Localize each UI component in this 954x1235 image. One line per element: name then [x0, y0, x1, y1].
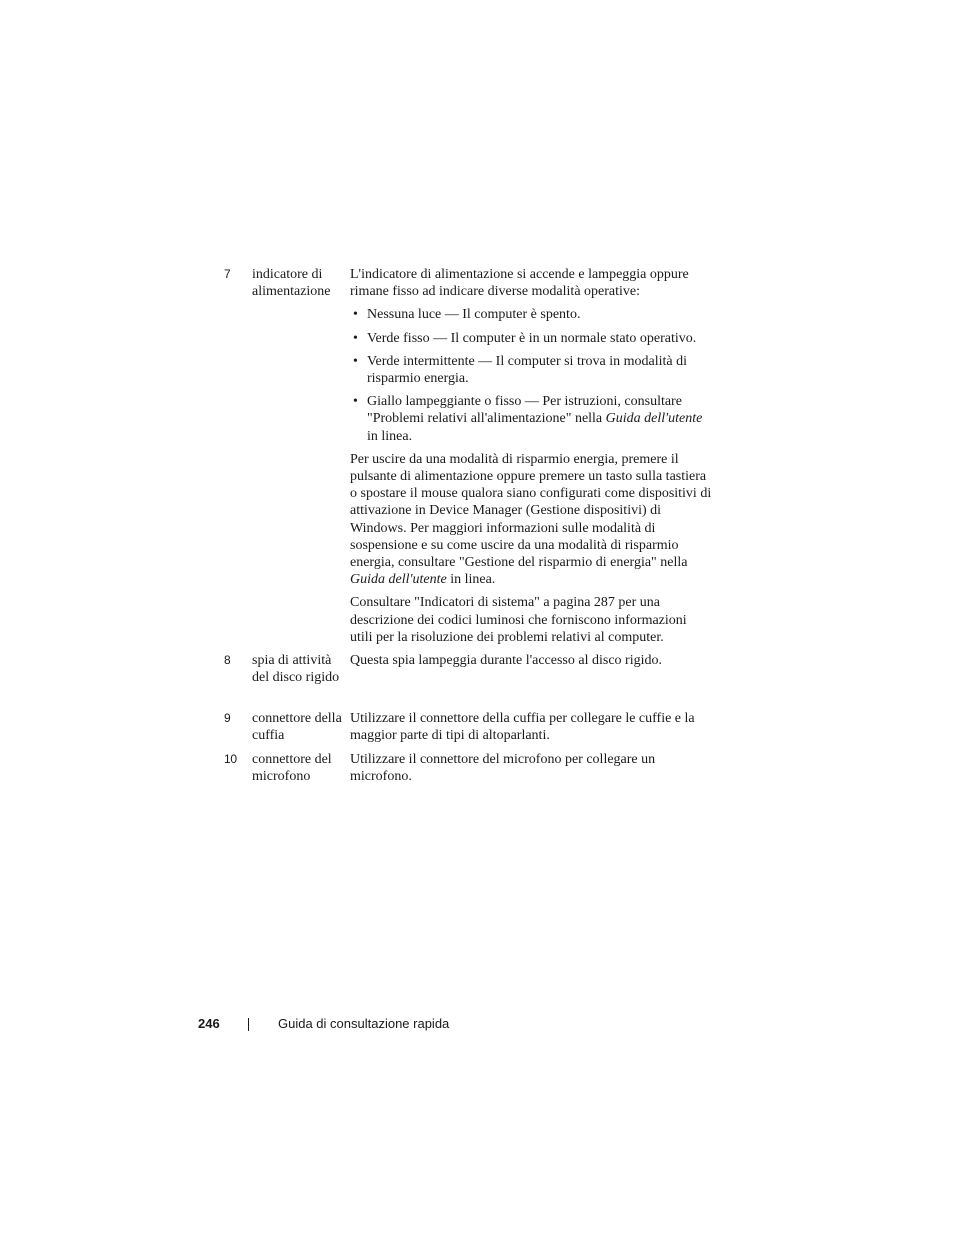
guide-title-reference: Guida dell'utente	[350, 572, 447, 588]
list-item	[350, 393, 712, 445]
list-item	[350, 330, 712, 347]
row-label: connettore della cuffia	[252, 711, 342, 744]
paragraph-power-saving	[350, 451, 712, 589]
row-number: 10	[224, 752, 237, 766]
bullet-icon: •	[353, 307, 358, 323]
page-number: 246	[198, 1016, 220, 1031]
bullet-text: Verde fisso — Il computer è in un normale stato operativo.	[367, 330, 697, 346]
footer-divider	[248, 1018, 249, 1031]
bullet-text: Verde intermittente — Il computer si trova in modalità di risparmio energia.	[367, 353, 687, 387]
row-label: indicatore di alimentazione	[252, 267, 331, 300]
row-description: Utilizzare il connettore della cuffia per collegare le cuffie e la maggior parte di tipi di altoparlanti.	[350, 711, 695, 744]
row-label: spia di attività del disco rigido	[252, 653, 340, 686]
list-item	[350, 353, 712, 387]
row-description: Questa spia lampeggia durante l'accesso al disco rigido.	[350, 653, 662, 668]
row-number: 9	[224, 711, 231, 725]
paragraph-text: Per uscire da una modalità di risparmio energia, premere il pulsante di alimentazione oppure premere un tasto sulla tastiera o spostare il mouse qualora siano configurati come dispositivi di attivazione in Device Manager (Gestione dispositivi) di Windows. Per maggiori informazioni sulle modalità di sospensione e su come uscire da una modalità di risparmio energia, consultare "Gestione del risparmio di energia" nella	[350, 451, 712, 571]
bullet-text-tail: in linea.	[367, 428, 413, 444]
row-description: Utilizzare il connettore del microfono per collegare un microfono.	[350, 752, 656, 785]
row-description	[350, 266, 712, 646]
bullet-text: Giallo lampeggiante o fisso — Per istruzioni, consultare "Problemi relativi all'alimentazione" nella	[367, 394, 682, 427]
bullet-icon: •	[353, 330, 358, 346]
footer-title: Guida di consultazione rapida	[278, 1016, 450, 1031]
bullet-icon: •	[353, 394, 358, 410]
row-number: 7	[224, 267, 231, 281]
bullet-icon: •	[353, 353, 358, 369]
list-item	[350, 306, 712, 323]
guide-title-reference: Guida dell'utente	[605, 411, 703, 427]
intro-text: L'indicatore di alimentazione si accende e lampeggia oppure rimane fisso ad indicare diverse modalità operative:	[350, 267, 689, 300]
paragraph-system-lights: Consultare "Indicatori di sistema" a pagina 287 per una descrizione dei codici luminosi che forniscono informazioni utili per la risoluzione dei problemi relativi al computer.	[350, 595, 687, 645]
row-number: 8	[224, 653, 231, 667]
bullet-text: Nessuna luce — Il computer è spento.	[367, 307, 581, 323]
paragraph-text-tail: in linea.	[446, 572, 496, 588]
bullet-list	[350, 306, 712, 444]
row-label: connettore del microfono	[252, 752, 332, 785]
